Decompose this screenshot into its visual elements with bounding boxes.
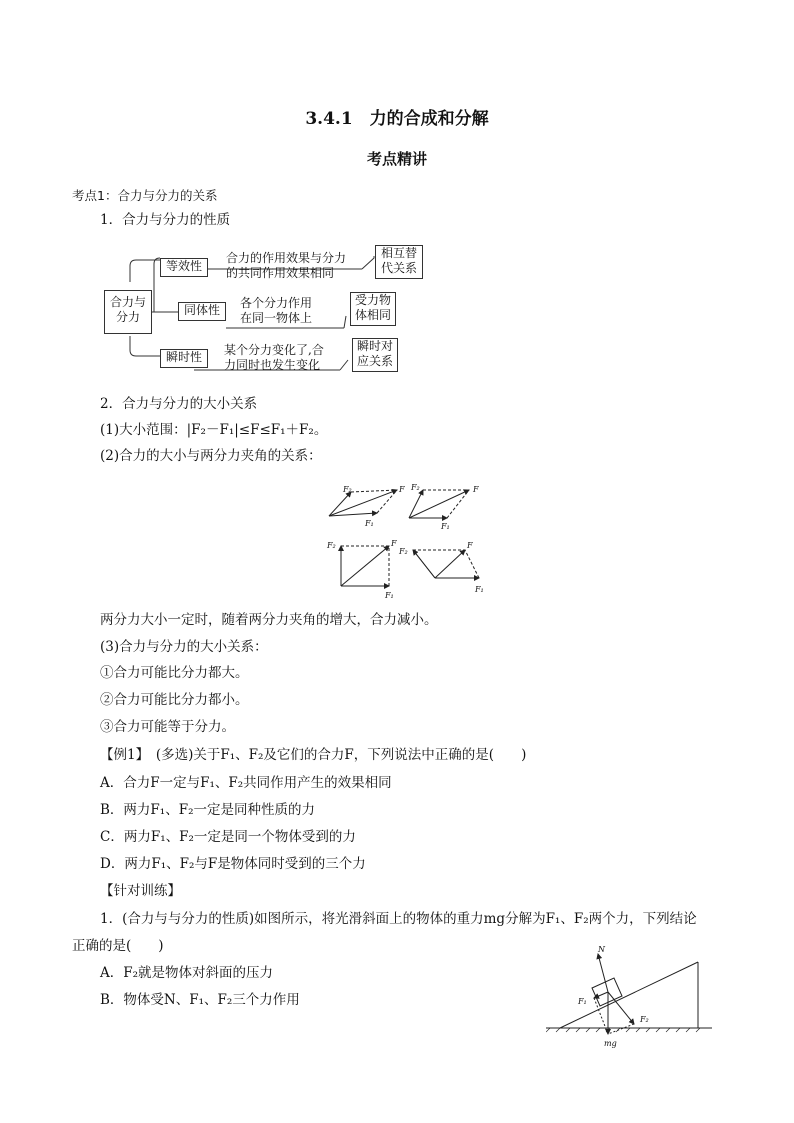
conclusion-text: 两分力大小一定时，随着两分力夹角的增大，合力减小。: [100, 612, 438, 628]
question-1-line1: 1．(合力与与分力的性质)如图所示，将光滑斜面上的物体的重力mg分解为F₁、F₂两个力，下列结论: [100, 911, 697, 927]
label-N: N: [598, 945, 605, 954]
branch-instant-desc2: 力同时也发生变化: [224, 358, 321, 372]
fig1-f2-arrow: [329, 492, 351, 516]
fig4-f-label: F: [467, 541, 473, 550]
mindmap-center: [104, 290, 152, 334]
fig4-f2-label: F₂: [399, 547, 408, 556]
mindmap-center-line2: 分力: [115, 310, 140, 324]
case-2: ②合力可能比分力都小。: [100, 692, 249, 708]
fig2-f1-label: F₁: [441, 522, 450, 531]
parallelogram-figures: [323, 478, 493, 602]
size-relation-heading: (3)合力与分力的大小关系：: [100, 639, 268, 655]
branch-same-body-desc2: 在同一物体上: [240, 311, 313, 325]
angle-relation-text: (2)合力的大小与两分力夹角的关系：: [100, 448, 322, 464]
fig2-f2-label: F₂: [411, 483, 420, 492]
branch-equivalence: 等效性: [160, 258, 208, 277]
example-1-option-c: C．两力F₁、F₂一定是同一个物体受到的力: [100, 829, 356, 845]
label-F1: F₁: [578, 997, 587, 1006]
example-1-option-a: A．合力F一定与F₁、F₂共同作用产生的效果相同: [100, 775, 392, 791]
incline-figure: [546, 940, 716, 1052]
tag-line2: 体相同: [354, 308, 391, 322]
branch-equivalence-desc2: 的共同作用效果相同: [226, 266, 335, 280]
example-1-option-b: B．两力F₁、F₂一定是同种性质的力: [100, 802, 315, 818]
mindmap-center-line1: 合力与: [109, 295, 146, 309]
fig3-f2-label: F₂: [327, 541, 336, 550]
branch-same-body: 同体性: [178, 302, 226, 321]
fig1-f1-label: F₁: [365, 519, 374, 528]
branch-equivalence-tag: [375, 245, 423, 279]
case-1: ①合力可能比分力都大。: [100, 665, 249, 681]
tag-line1: 瞬时对: [356, 339, 393, 353]
case-3: ③合力可能等于分力。: [100, 719, 235, 735]
fig4-f1-label: F₁: [475, 585, 484, 594]
question-1-line2: 正确的是( ): [72, 938, 164, 954]
tag-line2: 代关系: [380, 261, 417, 275]
fig2-f-label: F: [473, 485, 479, 494]
fig1-f-arrow: [329, 490, 397, 516]
range-text: (1)大小范围：|F₂－F₁|≤F≤F₁＋F₂。: [100, 422, 328, 438]
training-heading: 【针对训练】: [100, 883, 181, 899]
page-subtitle: 考点精讲: [366, 150, 427, 168]
fig3-f-label: F: [391, 539, 397, 548]
branch-instant-desc1: 某个分力变化了,合: [224, 343, 324, 357]
page-title: 3.4.1 力的合成和分解: [305, 109, 489, 129]
fig1-f2-label: F₂: [343, 485, 352, 494]
fig3-f-arrow: [341, 546, 389, 586]
example-1-option-d: D．两力F₁、F₂与F是物体同时受到的三个力: [100, 856, 366, 872]
example-1-stem: 【例1】 (多选)关于F₁、F₂及它们的合力F，下列说法中正确的是( ): [100, 747, 527, 763]
section-2-heading: 2．合力与分力的大小关系: [100, 396, 258, 412]
fig2-f-arrow: [409, 490, 469, 518]
label-mg: mg: [604, 1039, 617, 1048]
branch-same-body-tag: [350, 292, 396, 326]
tag-line1: 受力物: [354, 293, 391, 307]
question-1-option-a: A．F₂就是物体对斜面的压力: [100, 965, 274, 981]
fig1-f-label: F: [399, 485, 405, 494]
kaodian-heading: 考点1：合力与分力的关系: [72, 188, 218, 203]
label-F2: F₂: [640, 1015, 649, 1024]
fig4-f-arrow: [435, 550, 465, 578]
branch-equivalence-desc1: 合力的作用效果与分力: [226, 251, 347, 265]
tag-line1: 相互替: [380, 246, 417, 260]
tag-line2: 应关系: [356, 354, 393, 368]
fig2-f2-arrow: [409, 490, 423, 518]
question-1-option-b: B．物体受N、F₁、F₂三个力作用: [100, 992, 300, 1008]
section-1-heading: 1．合力与分力的性质: [100, 212, 231, 228]
fig3-f1-label: F₁: [385, 591, 394, 600]
branch-instant: 瞬时性: [160, 349, 208, 368]
branch-instant-tag: [352, 338, 398, 372]
branch-same-body-desc1: 各个分力作用: [240, 296, 313, 310]
